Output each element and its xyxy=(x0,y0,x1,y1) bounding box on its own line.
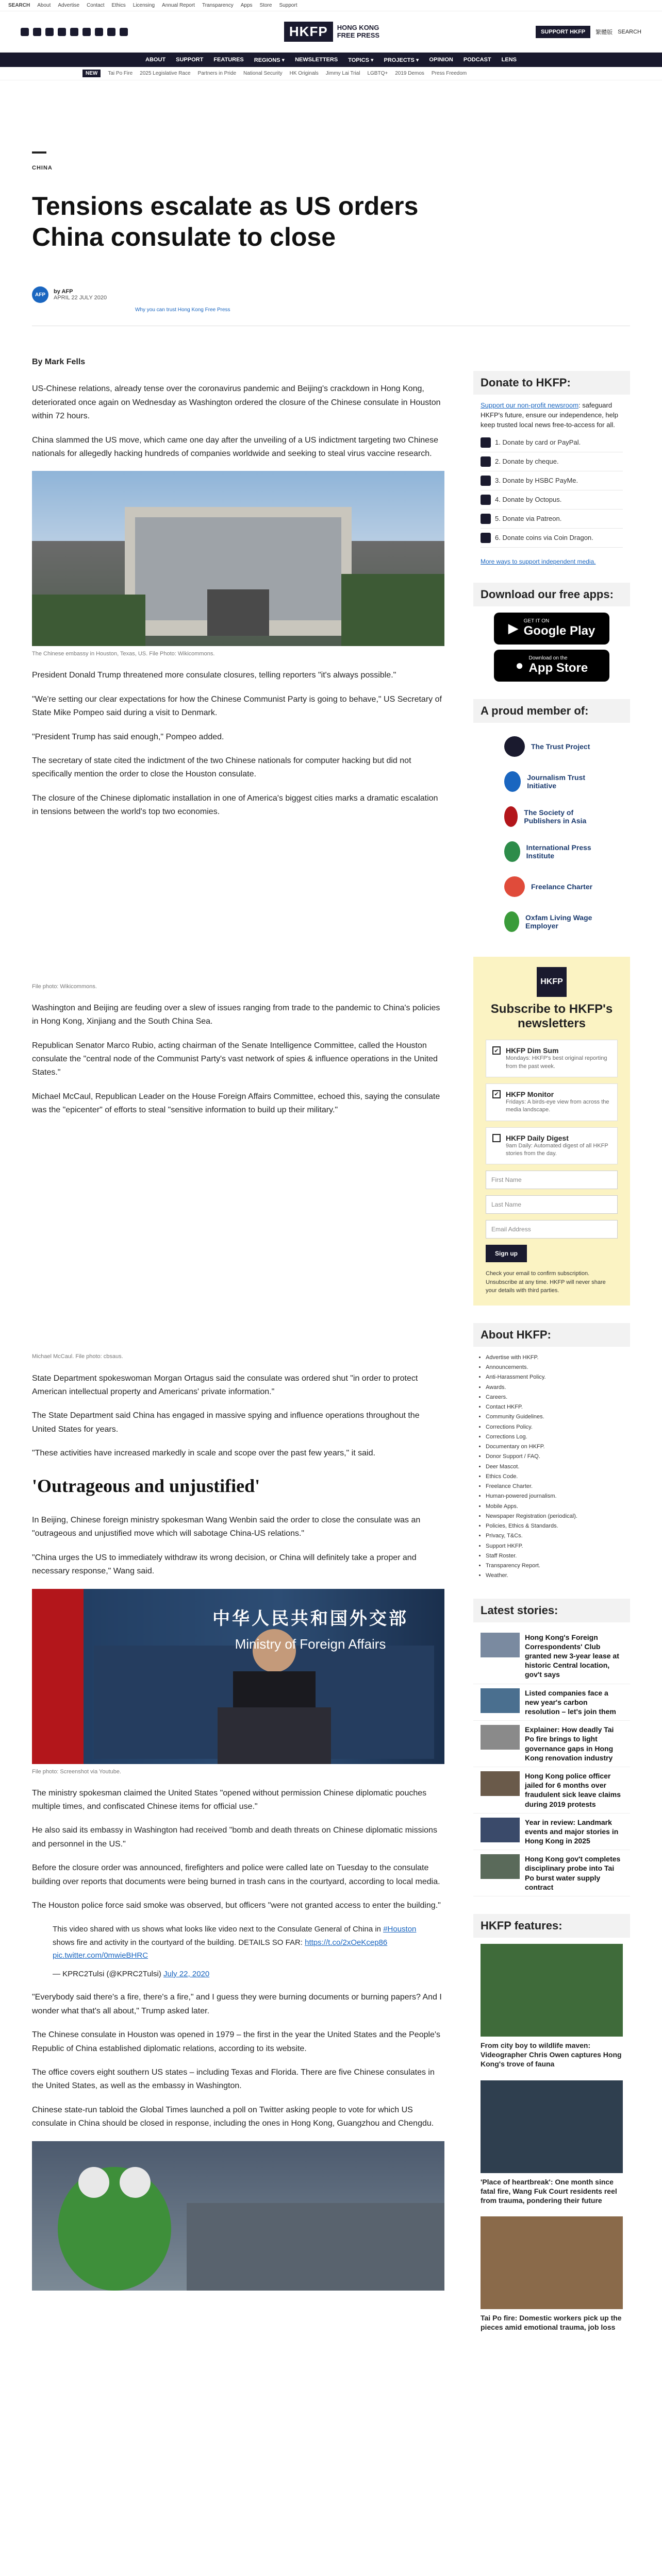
newsletter-option-title: HKFP Monitor xyxy=(506,1090,554,1098)
consulate-photo xyxy=(32,471,444,646)
top-utility-bar xyxy=(0,0,662,11)
about-link[interactable]: • Transparency Report. xyxy=(486,1561,618,1571)
about-link[interactable]: • Advertise with HKFP. xyxy=(486,1353,618,1363)
nav-item[interactable]: NEWSLETTERS xyxy=(295,57,338,63)
utility-link[interactable]: Ethics xyxy=(111,3,126,8)
paragraph: China slammed the US move, which came one day after the unveiling of a US indictment targeting two Chinese nationals for allegedly hacking hundreds of companies worldwide and seeking to steal virus vaccine research. xyxy=(32,435,438,458)
frog-illustration xyxy=(32,2141,444,2291)
language-link[interactable]: 繁體版 xyxy=(595,29,613,36)
support-hkfp-button[interactable]: SUPPORT HKFP xyxy=(536,26,590,38)
newsletter-option-title: HKFP Dim Sum xyxy=(506,1046,559,1055)
search-link[interactable]: SEARCH xyxy=(8,3,30,8)
donate-intro-link[interactable]: Support our non-profit newsroom xyxy=(481,401,579,409)
latest-story[interactable] xyxy=(473,1721,630,1767)
story-thumbnail xyxy=(481,1633,520,1657)
about-link[interactable]: • Mobile Apps. xyxy=(486,1502,618,1512)
feature-image xyxy=(481,1944,623,2037)
about-link[interactable]: • Awards. xyxy=(486,1383,618,1393)
member-logo[interactable] xyxy=(473,729,630,764)
tweet-text: shows fire and activity in the courtyard of the building. DETAILS SO FAR: xyxy=(53,1938,303,1947)
latest-story[interactable] xyxy=(473,1684,630,1721)
rss-icon[interactable] xyxy=(120,28,128,36)
latest-story[interactable] xyxy=(473,1629,630,1684)
story-title: Hong Kong's Foreign Correspondents' Club granted new 3-year lease at historic Central location, gov't says xyxy=(525,1633,619,1679)
newsletter-option-desc: 9am Daily: Automated digest of all HKFP stories from the day. xyxy=(506,1142,608,1157)
banner-chinese: 中华人民共和国外交部 xyxy=(212,1608,408,1629)
paragraph: He also said its embassy in Washington had received "bomb and death threats on Chinese diplomatic missions and personnel in the US." xyxy=(32,1826,437,1849)
apple-icon: ● xyxy=(515,657,524,673)
utility-link[interactable]: Annual Report xyxy=(162,3,195,8)
newsletter-note: Check your email to confirm subscription. Unsubscribe at any time. HKFP will never share your details with third parties. xyxy=(486,1270,606,1294)
member-name: The Trust Project xyxy=(531,742,590,751)
paragraph: The ministry spokesman claimed the United States "opened without permission Chinese diplomatic pouches multiple times, and confiscated Chinese items for official use." xyxy=(32,1788,427,1811)
paragraph: The office covers eight southern US states – including Texas and Florida. There are five Chinese consulates in the United States, as well as the embassy in Washington. xyxy=(32,2067,435,2091)
donate-option-label: 4. Donate by Octopus. xyxy=(495,496,562,504)
photo-caption: Michael McCaul. File photo: cbsaus. xyxy=(32,1353,123,1360)
about-link[interactable]: • Careers. xyxy=(486,1393,618,1402)
x-icon[interactable] xyxy=(33,28,41,36)
member-name: Oxfam Living Wage Employer xyxy=(525,913,592,930)
story-title: Hong Kong gov't completes disciplinary probe into Tai Po burst water supply contract xyxy=(525,1855,621,1891)
about-link[interactable]: • Support HKFP. xyxy=(486,1541,618,1551)
member-logo[interactable] xyxy=(473,869,630,904)
donate-intro: : safeguard HKFP's future, ensure our independence, help keep trusted local news free-to-access for all. xyxy=(481,401,618,429)
story-thumbnail xyxy=(481,1688,520,1713)
ministry-banner xyxy=(187,1604,434,1655)
nav-item[interactable]: ABOUT xyxy=(145,57,166,63)
nav-item[interactable]: FEATURES xyxy=(213,57,244,63)
story-title: Hong Kong police officer jailed for 6 months over fraudulent sick leave claims during 2019 protests xyxy=(525,1771,621,1808)
search-button[interactable]: SEARCH xyxy=(618,28,641,35)
utility-link[interactable]: Store xyxy=(259,3,272,8)
patreon-icon xyxy=(481,514,491,524)
tweet-url-link[interactable]: https://t.co/2xOeKcep86 xyxy=(305,1938,388,1947)
trending-link[interactable]: 2019 Demos xyxy=(395,71,424,76)
section-heading: 'Outrageous and unjustified' xyxy=(32,1475,260,1496)
newsletter-block xyxy=(473,957,630,1306)
logo-name xyxy=(337,24,379,39)
paragraph: In Beijing, Chinese foreign ministry spokesman Wang Wenbin said the order to close the consulate was an "outrageous and unjustified move which will sabotage China-US relations." xyxy=(32,1515,421,1538)
about-link[interactable]: • Community Guidelines. xyxy=(486,1412,618,1422)
coin-icon xyxy=(481,533,491,543)
newsletter-option[interactable] xyxy=(486,1083,618,1121)
feature-story[interactable] xyxy=(473,1944,630,2069)
tweet-signature: — KPRC2Tulsi (@KPRC2Tulsi) xyxy=(53,1969,161,1978)
spokesman-photo xyxy=(32,1589,444,1764)
logo-line-1: HONG KONG xyxy=(337,24,379,32)
about-link[interactable]: • Ethics Code. xyxy=(486,1472,618,1482)
jti-icon xyxy=(504,771,521,792)
trending-link[interactable]: Press Freedom xyxy=(431,71,467,76)
trending-link[interactable]: Tai Po Fire xyxy=(108,71,133,76)
trust-project-icon xyxy=(504,736,525,757)
trust-link[interactable]: Why you can trust Hong Kong Free Press xyxy=(135,307,230,313)
donate-title: Donate to HKFP: xyxy=(473,371,630,395)
email-input[interactable]: Email Address xyxy=(486,1220,618,1239)
freelance-charter-icon xyxy=(504,876,525,897)
newsletter-logo: HKFP xyxy=(537,967,567,997)
donate-block xyxy=(473,371,630,565)
ipi-icon xyxy=(504,841,520,862)
about-link[interactable]: • Announcements. xyxy=(486,1363,618,1372)
paragraph: Michael McCaul, Republican Leader on the House Foreign Affairs Committee, echoed this, saying the consulate was the "epicenter" of efforts to steal "sensitive information to build up their military." xyxy=(32,1092,440,1115)
nav-item[interactable]: OPINION xyxy=(429,57,453,63)
feature-title: Tai Po fire: Domestic workers pick up the pieces amid emotional trauma, job loss xyxy=(481,2314,622,2332)
consulate-building-illustration xyxy=(32,471,444,646)
telegram-icon[interactable] xyxy=(95,28,103,36)
utility-link[interactable]: Advertise xyxy=(58,3,80,8)
donate-more-link[interactable]: More ways to support independent media. xyxy=(481,557,596,565)
member-name: The Society of Publishers in Asia xyxy=(524,808,587,825)
newsletter-title: Subscribe to HKFP's newsletters xyxy=(490,1002,613,1031)
story-thumbnail xyxy=(481,1854,520,1879)
gp-big: Google Play xyxy=(523,624,595,638)
trending-link[interactable]: Jimmy Lai Trial xyxy=(325,71,360,76)
trending-bar xyxy=(0,67,662,80)
about-block xyxy=(473,1323,630,1581)
google-play-button[interactable] xyxy=(494,613,609,645)
trending-label: NEW xyxy=(82,70,101,77)
donate-option[interactable] xyxy=(481,433,623,452)
donate-option-label: 1. Donate by card or PayPal. xyxy=(495,438,581,447)
tweet-pic-link[interactable]: pic.twitter.com/0mwieBHRC xyxy=(53,1951,148,1960)
article-body xyxy=(32,355,444,2291)
member-name: Journalism Trust Initiative xyxy=(527,773,586,790)
article-category[interactable]: CHINA xyxy=(32,165,53,171)
newsletter-option-title: HKFP Daily Digest xyxy=(506,1133,569,1142)
blank-photo xyxy=(32,829,444,979)
donate-option-label: 6. Donate coins via Coin Dragon. xyxy=(495,534,593,542)
about-link[interactable]: • Weather. xyxy=(486,1571,618,1581)
feature-image xyxy=(481,2080,623,2173)
payme-icon xyxy=(481,476,491,486)
nav-item[interactable]: TOPICS ▾ xyxy=(348,57,374,63)
about-list xyxy=(473,1353,630,1581)
first-name-input[interactable]: First Name xyxy=(486,1171,618,1189)
photo-caption: File photo: Wikicommons. xyxy=(32,983,97,990)
paragraph: The State Department said China has engaged in massive spying and influence operations throughout the United States for years. xyxy=(32,1411,420,1434)
about-title: About HKFP: xyxy=(473,1323,630,1347)
main-nav xyxy=(0,53,662,67)
about-link[interactable]: • Anti-Harassment Policy. xyxy=(486,1372,618,1382)
donate-option-label: 5. Donate via Patreon. xyxy=(495,515,562,523)
about-link[interactable]: • Policies, Ethics & Standards. xyxy=(486,1521,618,1531)
donate-option[interactable] xyxy=(481,471,623,490)
feature-title: 'Place of heartbreak': One month since fatal fire, Wang Fuk Court residents reel from trauma, pondering their future xyxy=(481,2177,617,2205)
utility-link[interactable]: Contact xyxy=(87,3,105,8)
member-logo[interactable] xyxy=(473,904,630,939)
mccaul-photo xyxy=(32,1127,444,1349)
photo-caption: File photo: Screenshot via Youtube. xyxy=(32,1768,122,1775)
about-link[interactable]: • Privacy, T&Cs. xyxy=(486,1531,618,1541)
octopus-icon xyxy=(481,495,491,505)
about-link[interactable]: • Donor Support / FAQ. xyxy=(486,1452,618,1462)
signup-button[interactable]: Sign up xyxy=(486,1245,527,1262)
features-block xyxy=(473,1914,630,2332)
card-icon xyxy=(481,437,491,448)
latest-block xyxy=(473,1599,630,1896)
donate-option[interactable] xyxy=(481,452,623,471)
paragraph: "These activities have increased markedly in scale and scope over the past few years," it said. xyxy=(32,1449,375,1458)
nav-item[interactable]: PODCAST xyxy=(463,57,491,63)
site-logo[interactable] xyxy=(284,22,379,42)
newsletter-option-desc: Fridays: A birds-eye view from across the media landscape. xyxy=(506,1098,609,1113)
oxfam-icon xyxy=(504,911,519,932)
donate-option[interactable] xyxy=(481,529,623,548)
bluesky-icon[interactable] xyxy=(107,28,115,36)
about-link[interactable]: • Deer Mascot. xyxy=(486,1462,618,1472)
features-title: HKFP features: xyxy=(473,1914,630,1938)
donate-option[interactable] xyxy=(481,510,623,529)
trending-link[interactable]: HK Originals xyxy=(289,71,319,76)
about-link[interactable]: • Newspaper Registration (periodical). xyxy=(486,1512,618,1521)
member-name: International Press Institute xyxy=(526,843,591,860)
threads-icon[interactable] xyxy=(58,28,66,36)
story-title: Listed companies face a new year's carbon resolution – let's join them xyxy=(525,1688,616,1716)
article-headline: Tensions escalate as US orders China consulate to close xyxy=(32,192,419,251)
about-link[interactable]: • Human-powered journalism. xyxy=(486,1492,618,1501)
logo-line-2: FREE PRESS xyxy=(337,31,380,39)
story-thumbnail xyxy=(481,1725,520,1750)
feature-image xyxy=(481,2216,623,2309)
members-block xyxy=(473,699,630,939)
social-icons xyxy=(21,28,128,36)
nav-item[interactable]: REGIONS ▾ xyxy=(254,57,285,63)
about-link[interactable]: • Corrections Log. xyxy=(486,1432,618,1442)
masthead xyxy=(0,11,662,53)
paragraph: "Everybody said there's a fire, there's a fire," and I guess they were burning documents or burning papers? And I wonder what that's all about," Trump asked later. xyxy=(32,1993,442,2015)
masthead-actions xyxy=(536,26,641,38)
member-logo[interactable] xyxy=(473,834,630,869)
facebook-icon[interactable] xyxy=(21,28,29,36)
as-small: Download on the xyxy=(528,655,568,662)
members-title: A proud member of: xyxy=(473,699,630,723)
photo-caption: The Chinese embassy in Houston, Texas, US. File Photo: Wikicommons. xyxy=(32,651,215,657)
member-logo[interactable] xyxy=(473,799,630,834)
story-thumbnail xyxy=(481,1771,520,1796)
byline xyxy=(32,286,107,303)
latest-story[interactable] xyxy=(473,1850,630,1896)
member-logo[interactable] xyxy=(473,764,630,799)
tweet-date-link[interactable]: July 22, 2020 xyxy=(163,1969,210,1978)
feature-title: From city boy to wildlife maven: Videographer Chris Owen captures Hong Kong's trove of fauna xyxy=(481,2041,622,2069)
instagram-icon[interactable] xyxy=(45,28,54,36)
youtube-icon[interactable] xyxy=(70,28,78,36)
author-avatar: AFP xyxy=(32,286,48,303)
donate-option-label: 3. Donate by HSBC PayMe. xyxy=(495,477,578,485)
paragraph: Before the closure order was announced, firefighters and police were called late on Tuesday to the consulate building over reports that documents were being burned in trash cans in the courtyard, according to local media. xyxy=(32,1863,440,1886)
trending-link[interactable]: LGBTQ+ xyxy=(367,71,388,76)
nav-item[interactable]: SUPPORT xyxy=(176,57,204,63)
gp-small: GET IT ON xyxy=(523,618,550,624)
paragraph: "President Trump has said enough," Pompeo added. xyxy=(32,732,224,741)
paragraph: The closure of the Chinese diplomatic installation in one of America's biggest cities marks a dramatic escalation in tensions between the world's top two economies. xyxy=(32,793,438,817)
feature-story[interactable] xyxy=(473,2216,630,2332)
donate-list xyxy=(473,430,630,551)
about-link[interactable]: • Freelance Charter. xyxy=(486,1482,618,1492)
email-icon[interactable] xyxy=(82,28,91,36)
about-link[interactable]: • Contact HKFP. xyxy=(486,1402,618,1412)
tweet-hashtag-link[interactable]: #Houston xyxy=(383,1925,417,1934)
latest-title: Latest stories: xyxy=(473,1599,630,1622)
as-big: App Store xyxy=(528,661,588,675)
feature-story[interactable] xyxy=(473,2080,630,2206)
latest-story[interactable] xyxy=(473,1814,630,1851)
paragraph: US-Chinese relations, already tense over the coronavirus pandemic and Beijing's crackdown in Hong Kong, deteriorated once again on Wednesday as Washington ordered the closure of the Chinese consulate in Houston within 72 hours. xyxy=(32,384,441,421)
banner-english: Ministry of Foreign Affairs xyxy=(235,1636,386,1652)
article-author: By Mark Fells xyxy=(32,358,86,366)
byline-author[interactable]: by AFP xyxy=(54,289,73,295)
app-store-button[interactable] xyxy=(494,650,609,682)
nav-item[interactable]: PROJECTS ▾ xyxy=(384,57,419,63)
embedded-tweet xyxy=(32,1923,444,1980)
sopa-icon xyxy=(504,806,518,827)
newsletter-checkbox[interactable]: ✔ xyxy=(492,1046,501,1055)
paragraph: "We're setting our clear expectations for how the Chinese Communist Party is going to behave," US Secretary of State Mike Pompeo said during a visit to Denmark. xyxy=(32,694,442,718)
newsletter-checkbox[interactable] xyxy=(492,1134,501,1142)
newsletter-option[interactable] xyxy=(486,1127,618,1165)
paragraph: The secretary of state cited the indictment of the two Chinese nationals for computer hacking but did not specifically mention the order to close the Houston consulate. xyxy=(32,756,411,779)
paragraph: Washington and Beijing are feuding over a slew of issues ranging from trade to the pandemic to China's policies in Hong Kong, Xinjiang and the South China Sea. xyxy=(32,1003,440,1026)
donate-option-label: 2. Donate by cheque. xyxy=(495,457,559,466)
utility-link[interactable]: About xyxy=(37,3,51,8)
paragraph: President Donald Trump threatened more consulate closures, telling reporters "it's always possible." xyxy=(32,671,396,680)
donate-option[interactable] xyxy=(481,490,623,510)
apps-title: Download our free apps: xyxy=(473,583,630,606)
byline-date: APRIL 22 JULY 2020 xyxy=(54,295,107,301)
paragraph: Chinese state-run tabloid the Global Times launched a poll on Twitter asking people to vote for which US consulate in China should be closed in response, including the ones in Hong Kong, Guangzhou and Chengdu. xyxy=(32,2105,434,2128)
story-thumbnail xyxy=(481,1818,520,1842)
newsletter-checkbox[interactable]: ✔ xyxy=(492,1090,501,1098)
story-title: Year in review: Landmark events and major stories in Hong Kong in 2025 xyxy=(525,1818,619,1845)
frog-photo xyxy=(32,2141,444,2291)
utility-link[interactable]: Transparency xyxy=(202,3,234,8)
paragraph: Republican Senator Marco Rubio, acting chairman of the Senate Intelligence Committee, called the Houston consulate the "central node of the Communist Party's vast network of spies & influence operations in the United States." xyxy=(32,1041,438,1077)
sidebar xyxy=(473,371,630,2350)
utility-links xyxy=(37,3,297,8)
story-title: Explainer: How deadly Tai Po fire brings to light governance gaps in Hong Kong renovation industry xyxy=(525,1725,614,1762)
apps-block xyxy=(473,583,630,682)
category-rule xyxy=(32,151,46,154)
newsletter-option-desc: Mondays: HKFP's best original reporting from the past week. xyxy=(506,1055,607,1070)
tweet-text: This video shared with us shows what looks like video next to the Consulate General of China in xyxy=(53,1925,382,1934)
latest-story[interactable] xyxy=(473,1767,630,1814)
member-name: Freelance Charter xyxy=(531,882,593,891)
nav-item[interactable]: LENS xyxy=(501,57,517,63)
cheque-icon xyxy=(481,456,491,467)
last-name-input[interactable]: Last Name xyxy=(486,1195,618,1214)
logo-mark: HKFP xyxy=(284,22,333,42)
trending-link[interactable]: National Security xyxy=(243,71,283,76)
trending-link[interactable]: Partners in Pride xyxy=(197,71,237,76)
google-play-icon: ▶ xyxy=(508,620,519,636)
paragraph: "China urges the US to immediately withdraw its wrong decision, or China will definitely take a proper and necessary response," Wang said. xyxy=(32,1553,417,1576)
trending-link[interactable]: 2025 Legislative Race xyxy=(140,71,191,76)
about-link[interactable]: • Corrections Policy. xyxy=(486,1422,618,1432)
newsletter-option[interactable] xyxy=(486,1040,618,1077)
about-link[interactable]: • Staff Roster. xyxy=(486,1551,618,1561)
paragraph: The Houston police force said smoke was observed, but officers "were not granted access to enter the building." xyxy=(32,1901,441,1910)
paragraph: State Department spokeswoman Morgan Ortagus said the consulate was ordered shut "in order to protect American intellectual property and Americans' private information." xyxy=(32,1374,418,1397)
utility-link[interactable]: Licensing xyxy=(133,3,155,8)
about-link[interactable]: • Documentary on HKFP. xyxy=(486,1442,618,1452)
paragraph: The Chinese consulate in Houston was opened in 1979 – the first in the year the United States and the People's Republic of China established diplomatic relations, according to its website. xyxy=(32,2030,441,2053)
utility-link[interactable]: Apps xyxy=(240,3,253,8)
utility-link[interactable]: Support xyxy=(279,3,297,8)
